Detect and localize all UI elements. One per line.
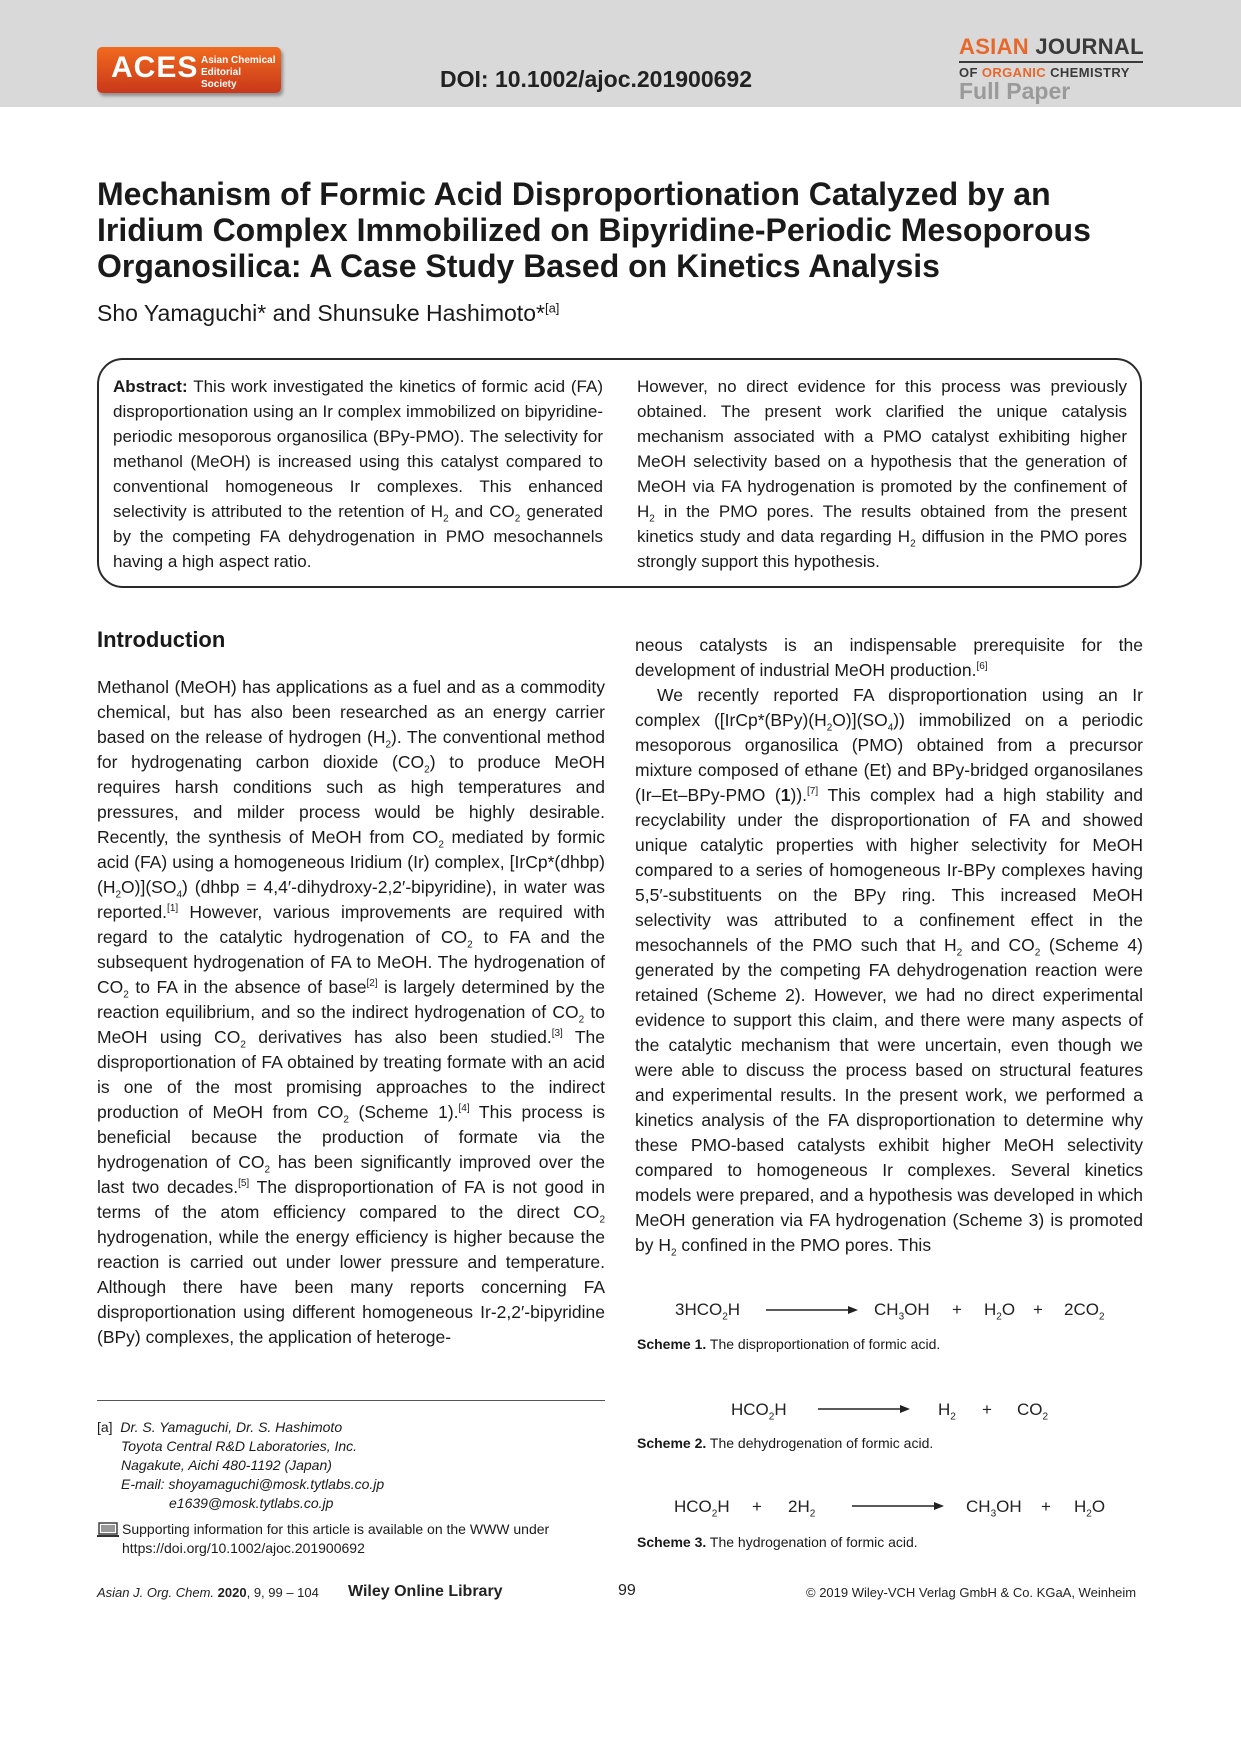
sub: 2: [443, 513, 449, 525]
journal-logo: [959, 34, 1209, 105]
text: derivatives has also been studied.: [245, 1027, 552, 1047]
s2-lhs: [731, 1400, 787, 1423]
text: ). The conventional method for hydrogenating carbon dioxide (CO: [97, 727, 605, 772]
text: and CO: [962, 935, 1035, 955]
intro-paragraph-2: [635, 633, 1143, 683]
t: H: [774, 1400, 787, 1419]
footnote-address: Nagakute, Aichi 480-1192 (Japan): [121, 1457, 332, 1473]
text: has been significantly improved over the last two decades.: [97, 1152, 605, 1197]
article-authors: [97, 300, 559, 327]
sub: 3: [990, 1508, 997, 1520]
abstract-text: in the PMO pores. The results obtained from the present kinetics study and data regarding H: [637, 502, 1127, 546]
sub: 2: [722, 1311, 728, 1323]
article-title: Mechanism of Formic Acid Disproportionation Catalyzed by an Iridium Complex Immobilized on Bipyridine-Periodic Mesoporous Organosilica: A Case Study Based on Kinetics Analysis: [97, 176, 1091, 284]
t: H: [727, 1300, 741, 1319]
abstract-text: This work investigated the kinetics of formic acid (FA) disproportionation using an Ir complex immobilized on bipyridine-periodic mesoporous organosilica (BPy-PMO). The selectivity for methanol (MeOH) is increased using this catalyst compared to conventional homogeneous Ir complexes. This enhanced selectivity is attributed to the retention of H: [113, 377, 603, 521]
text: We recently reported FA disproportionation using an Ir complex ([IrCp*(BPy)(H: [635, 685, 1143, 730]
journal-of: OF: [959, 65, 978, 80]
s3-p2: [1074, 1497, 1106, 1520]
s1-p3: [1064, 1300, 1105, 1323]
sub: 2: [115, 889, 122, 901]
sub: 2: [343, 1114, 349, 1126]
scheme-3-caption: [637, 1534, 918, 1550]
footnote-org: Toyota Central R&D Laboratories, Inc.: [121, 1438, 358, 1454]
caption-label: Scheme 3.: [637, 1534, 707, 1550]
caption-label: Scheme 1.: [637, 1336, 707, 1352]
sub: 2: [1098, 1311, 1105, 1323]
text: The disproportionation of FA is not good in terms of the atom efficiency compared to the direct CO: [97, 1177, 606, 1222]
text: confined in the PMO pores. This: [676, 1235, 932, 1255]
text: to MeOH using CO: [97, 1002, 605, 1047]
s1-p1: [874, 1300, 930, 1323]
logo-main-text: ACES: [111, 51, 199, 84]
sub: 2: [826, 722, 833, 734]
abstract-label: Abstract:: [113, 377, 188, 396]
text: O)](SO: [832, 710, 888, 730]
sub: 2: [514, 513, 521, 525]
sub: 4: [887, 722, 894, 734]
left-column: [97, 627, 605, 1350]
journal-rule: [959, 61, 1143, 63]
caption-text: The hydrogenation of formic acid.: [706, 1534, 918, 1550]
abstract-right: [637, 374, 1127, 574]
s1-p2: [984, 1300, 1016, 1323]
s2-p1: [938, 1400, 956, 1423]
sub: 2: [1034, 947, 1041, 959]
page-number: 99: [618, 1582, 636, 1599]
sub: 3: [898, 1311, 905, 1323]
ref-link[interactable]: [2]: [366, 978, 378, 990]
sub: 2: [711, 1508, 718, 1520]
s3-plus: +: [1041, 1497, 1051, 1516]
text: The disproportionation of FA obtained by treating formate with an acid is one of the most promising approaches to the indirect production of MeOH from CO: [97, 1027, 606, 1122]
affiliation-footnote: [97, 1418, 605, 1513]
text: Methanol (MeOH) has applications as a fuel and as a commodity chemical, but has also been researched as an energy carrier based on the release of hydrogen (H: [97, 677, 605, 747]
sub: 2: [240, 1039, 246, 1051]
sub: 2: [467, 939, 473, 951]
t: H: [938, 1400, 951, 1419]
sub: 4: [176, 889, 183, 901]
t: HCO: [674, 1497, 712, 1516]
footer-citation: [97, 1585, 319, 1600]
sub: 2: [264, 1164, 271, 1176]
text: )) immobilized on a periodic mesoporous organosilica (PMO) obtained from a precursor mixture composed of ethane (Et) and BPy-bridged organosilanes (Ir–Et–BPy-PMO (: [635, 710, 1143, 805]
footnote-email-1[interactable]: E-mail: shoyamaguchi@mosk.tytlabs.co.jp: [121, 1476, 385, 1492]
caption-label: Scheme 2.: [637, 1435, 707, 1451]
wiley-online-library-link[interactable]: Wiley Online Library: [348, 1583, 503, 1600]
footnote-authors: Dr. S. Yamaguchi, Dr. S. Hashimoto: [120, 1419, 343, 1435]
t: 3HCO: [675, 1300, 723, 1319]
text: (Scheme 1).: [348, 1102, 459, 1122]
supporting-info-text[interactable]: Supporting information for this article is available on the WWW under https://doi.org/10.1002/ajoc.201900692: [122, 1521, 550, 1556]
s3-p1: [966, 1497, 1022, 1520]
text: ) to produce MeOH requires harsh conditions such as high temperatures and pressures, and milder process would be highly desirable. Recently, the synthesis of MeOH from CO: [97, 752, 605, 847]
intro-paragraph-1: [97, 675, 605, 1350]
copyright: © 2019 Wiley-VCH Verlag GmbH & Co. KGaA, Weinheim: [806, 1585, 1137, 1600]
t: H: [1074, 1497, 1087, 1516]
text: to FA in the absence of base: [128, 977, 367, 997]
s2-p2: [1017, 1400, 1049, 1423]
scheme-2-caption: [637, 1435, 933, 1451]
sub: 2: [1086, 1508, 1092, 1520]
footnote-mark: [a]: [97, 1419, 113, 1435]
sub: 2: [424, 764, 430, 776]
t: OH: [996, 1497, 1022, 1516]
journal-chemistry: CHEMISTRY: [1050, 65, 1130, 80]
intro-heading: Introduction: [97, 627, 226, 652]
ref-link[interactable]: [4]: [458, 1103, 470, 1115]
affil-mark: [a]: [544, 300, 560, 316]
supporting-info: [97, 1520, 605, 1558]
text: mediated by formic acid (FA) using a homogeneous Iridium (Ir) complex, [IrCp*(dhbp)(H: [97, 827, 605, 897]
t: CO: [1017, 1400, 1043, 1419]
abstract-left: [113, 374, 603, 574]
s3-plus: +: [752, 1497, 762, 1516]
sub: 2: [768, 1411, 775, 1423]
text: O)](SO: [121, 877, 177, 897]
sub: 2: [385, 739, 392, 751]
abstract-text: diffusion in the PMO pores strongly support this hypothesis.: [637, 527, 1127, 571]
sub: 2: [950, 1411, 956, 1423]
t: O: [1001, 1300, 1016, 1319]
sub: 2: [996, 1311, 1002, 1323]
text: )).: [790, 785, 808, 805]
text: to FA and the subsequent hydrogenation of FA to MeOH. The hydrogenation of CO: [97, 927, 605, 997]
abstract-text: However, no direct evidence for this process was previously obtained. The present work clarified the unique catalysis mechanism associated with a PMO catalyst exhibiting higher MeOH selectivity based on a hypothesis that the generation of MeOH via FA hydrogenation is promoted by the confinement of H: [637, 377, 1127, 521]
journal-organic: ORGANIC: [981, 65, 1047, 80]
sub: 2: [956, 947, 963, 959]
t: OH: [904, 1300, 930, 1319]
text: This complex had a high stability and recyclability under the disproportionation of FA and showed unique catalytic properties with higher selectivity for MeOH compared to a series of homogeneous Ir-BPy complexes having 5,5′-substituents on the BPy ring. This increased MeOH selectivity was attributed to a confinement effect in the mesochannels of the PMO such that H: [635, 785, 1143, 955]
citation-year: 2020: [217, 1585, 247, 1600]
s1-plus: +: [1033, 1300, 1043, 1319]
t: 2CO: [1064, 1300, 1099, 1319]
citation-rest: , 9, 99 – 104: [246, 1585, 319, 1600]
text: hydrogenation, while the energy efficiency is higher because the reaction is carried out under lower pressure and temperature. Although there have been many reports concerning FA disproportionation using different homogeneous Ir-2,2′-bipyridine (BPy) complexes, the application of heteroge-: [97, 1227, 605, 1347]
t: HCO: [731, 1400, 769, 1419]
sub: 2: [599, 1214, 605, 1226]
authors-text: Sho Yamaguchi* and Shunsuke Hashimoto*: [97, 300, 545, 326]
caption-text: The dehydrogenation of formic acid.: [706, 1435, 934, 1451]
s1-lhs: [675, 1300, 741, 1323]
ref-link[interactable]: [6]: [976, 661, 988, 673]
t: H: [717, 1497, 730, 1516]
computer-icon: [97, 1522, 119, 1538]
sub: 2: [809, 1508, 816, 1520]
s2-arrow: [818, 1402, 910, 1416]
compound-number: 1: [780, 785, 791, 805]
t: H: [984, 1300, 997, 1319]
ref-link[interactable]: [7]: [807, 786, 819, 798]
abstract-text: generated by the competing FA dehydrogenation in PMO mesochannels having a high aspect ratio.: [113, 502, 604, 571]
citation-journal: Asian J. Org. Chem.: [97, 1585, 215, 1600]
journal-journal: JOURNAL: [1035, 34, 1144, 59]
footnote-rule: [97, 1400, 605, 1401]
sub: 2: [578, 1014, 585, 1026]
ref-link[interactable]: [5]: [238, 1178, 250, 1190]
ref-link[interactable]: [1]: [167, 903, 179, 915]
right-column: [635, 633, 1143, 1258]
sub: 2: [910, 538, 916, 550]
article-type: Full Paper: [959, 78, 1071, 104]
s1-arrow: [766, 1303, 858, 1317]
intro-paragraph-3: [635, 683, 1143, 1258]
text: (Scheme 4) generated by the competing FA dehydrogenation reaction were retained (Scheme 2). However, we had no direct experimental evidence to support this claim, and there were many aspects of the catalytic mechanism that were uncertain, even though we were able to discuss the process based on structural features and experimental results. In the present work, we performed a kinetics analysis of the FA disproportionation to determine why these PMO-based catalysts exhibit higher MeOH selectivity compared to homogeneous Ir complexes. Several kinetics models were prepared, and a hypothesis was developed in which MeOH generation via FA hydrogenation (Scheme 3) is promoted by H: [635, 935, 1143, 1255]
text: This process is beneficial because the production of formate via the hydrogenation of CO: [97, 1102, 605, 1172]
text: However, various improvements are required with regard to the catalytic hydrogenation of CO: [97, 902, 605, 947]
t: CH: [966, 1497, 991, 1516]
s3-lhs: [674, 1497, 730, 1520]
s3-arrow: [852, 1499, 944, 1513]
sub: 2: [123, 989, 129, 1001]
doi-link[interactable]: DOI: 10.1002/ajoc.201900692: [440, 66, 753, 92]
sub: 2: [670, 1247, 677, 1259]
sub: 2: [1042, 1411, 1049, 1423]
text: ) (dhbp = 4,4′-dihydroxy-2,2′-bipyridine), in water was reported.: [97, 877, 605, 922]
s2-plus: +: [982, 1400, 992, 1419]
sub: 2: [438, 839, 444, 851]
scheme-1-caption: [637, 1336, 940, 1352]
text: is largely determined by the reaction equilibrium, and so the indirect hydrogenation of CO: [97, 977, 605, 1022]
s1-plus: +: [952, 1300, 962, 1319]
ref-link[interactable]: [3]: [551, 1028, 563, 1040]
t: O: [1091, 1497, 1106, 1516]
footnote-email-2[interactable]: e1639@mosk.tytlabs.co.jp: [169, 1495, 334, 1511]
logo-sub-text: Asian Chemical Editorial Society: [201, 55, 276, 90]
journal-asian: ASIAN: [959, 34, 1029, 59]
t: 2H: [788, 1497, 810, 1516]
aces-logo: [97, 47, 281, 93]
caption-text: The disproportionation of formic acid.: [706, 1336, 941, 1352]
s3-r2: [788, 1497, 816, 1520]
sub: 2: [649, 513, 655, 525]
text: neous catalysts is an indispensable prerequisite for the development of industrial MeOH production.: [635, 635, 1143, 680]
abstract-text: and CO: [448, 502, 515, 521]
t: CH: [874, 1300, 899, 1319]
